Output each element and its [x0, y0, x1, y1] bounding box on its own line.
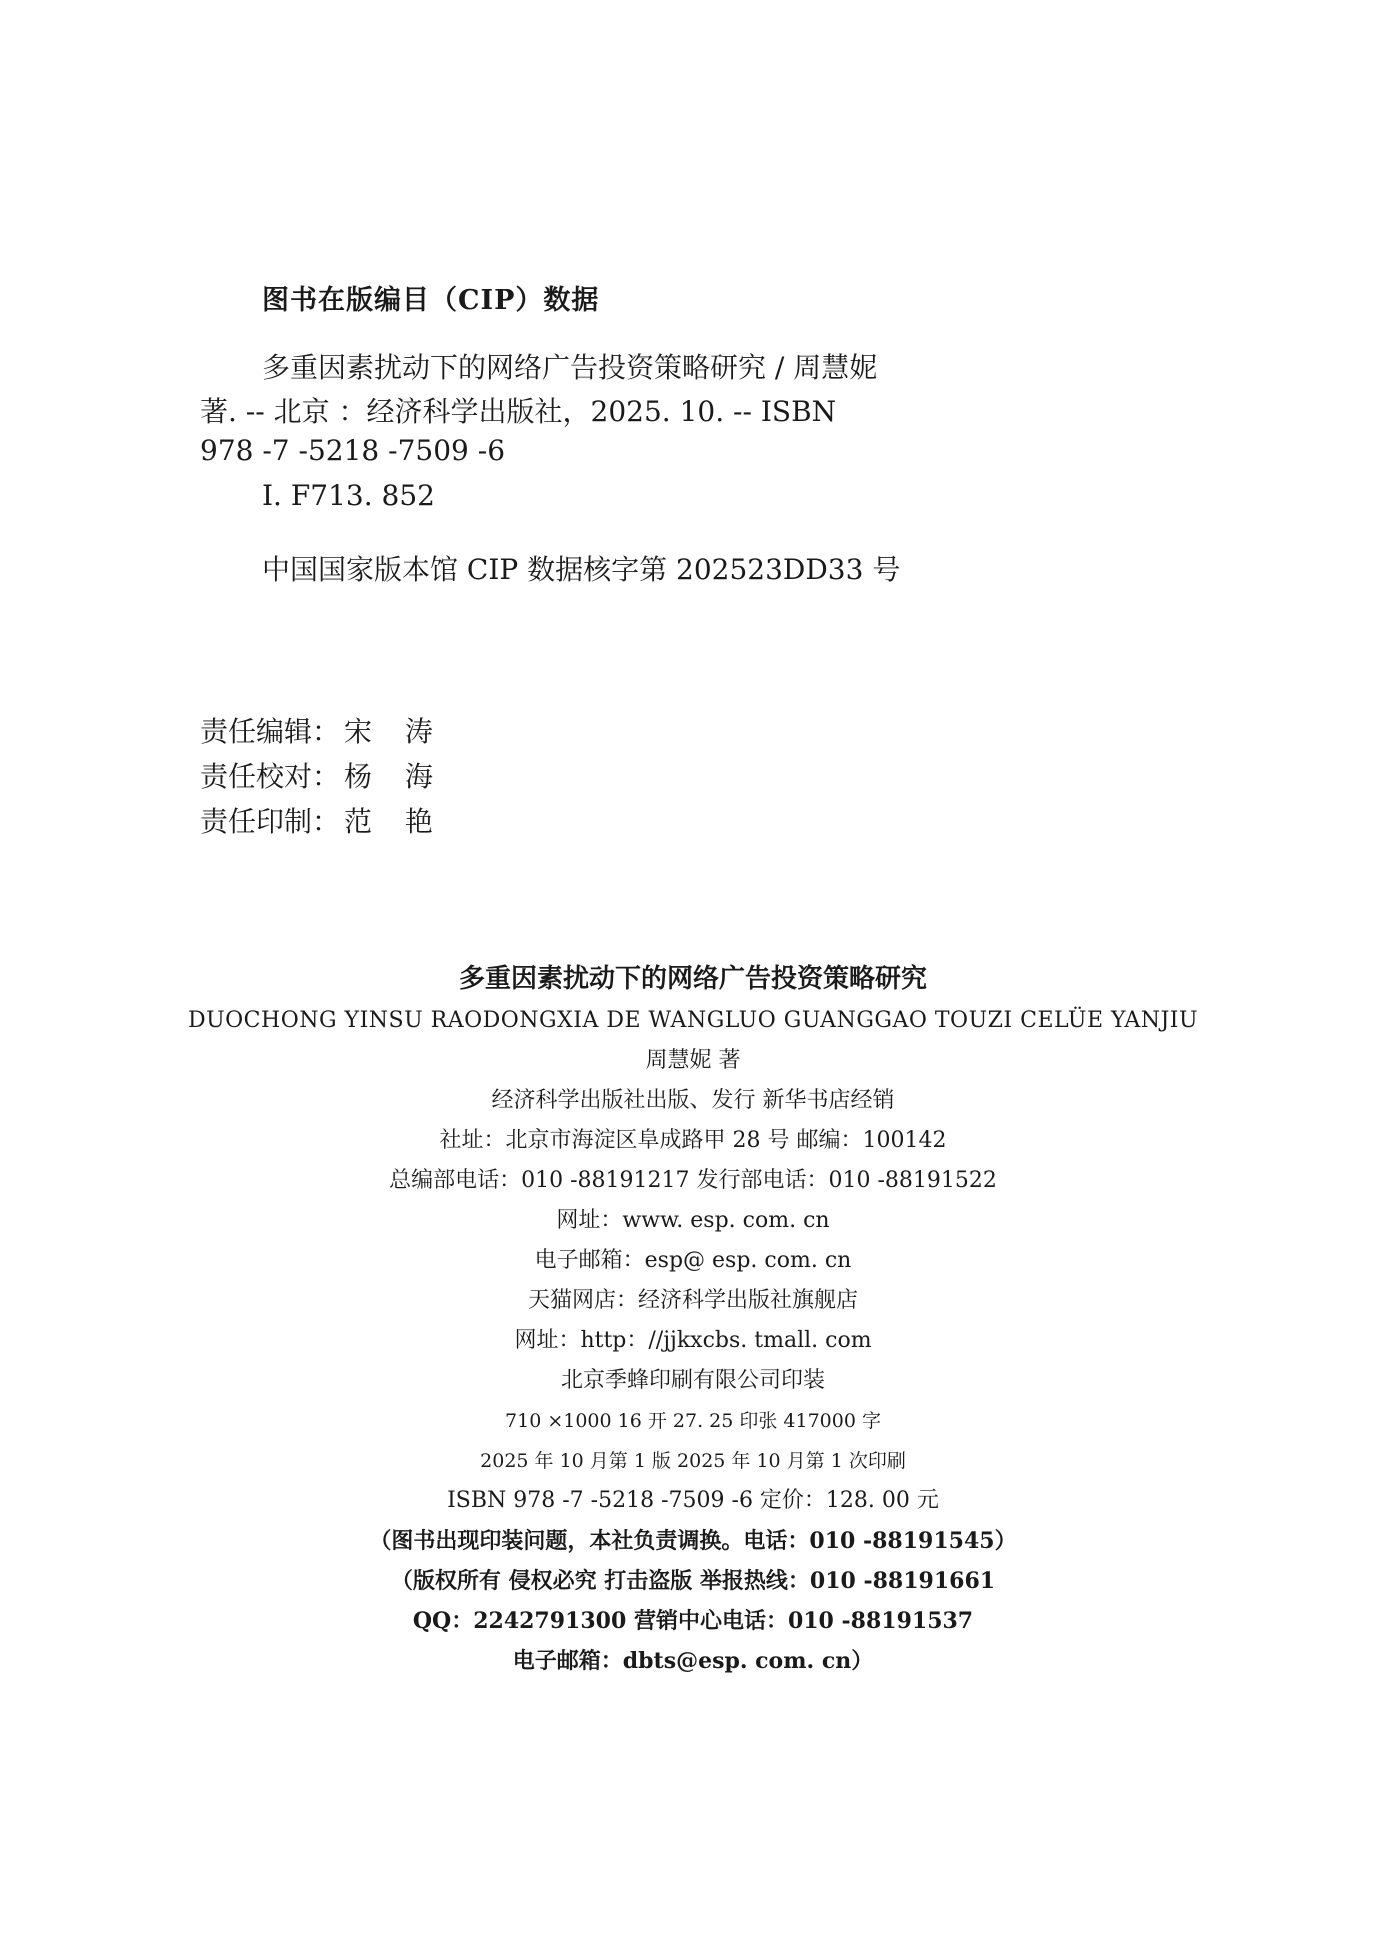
tmall-url-line: 网址：http：//jjkxcbs. tmall. com [514, 1328, 872, 1353]
editor-name: 宋 涛 [344, 715, 445, 748]
phones-line: 总编部电话：010 -88191217 发行部电话：010 -88191522 [389, 1168, 997, 1193]
website-line: 网址：www. esp. com. cn [556, 1208, 830, 1233]
cip-classification-line: Ⅰ. F713. 852 [262, 479, 435, 512]
complaint-email-note: 电子邮箱：dbts@esp. com. cn） [512, 1648, 874, 1674]
colophon [0, 958, 1386, 1681]
proofreader-name: 杨 海 [344, 760, 445, 793]
author-line: 周慧妮 著 [645, 1048, 741, 1073]
proofreader-role: 责任校对： [200, 760, 341, 793]
cip-record-number: 中国国家版本馆 CIP 数据核字第 202523DD33 号 [262, 553, 901, 586]
copyright-note: （版权所有 侵权必究 打击盗版 举报热线：010 -88191661 [390, 1568, 996, 1594]
edition-line: 2025 年 10 月第 1 版 2025 年 10 月第 1 次印刷 [480, 1450, 906, 1472]
print-manager-name: 范 艳 [344, 805, 445, 838]
cip-title-line: 多重因素扰动下的网络广告投资策略研究 / 周慧妮 [262, 351, 878, 384]
quality-note: （图书出现印装问题，本社负责调换。电话：010 -88191545） [369, 1528, 1017, 1554]
book-title-pinyin: DUOCHONG YINSU RAODONGXIA DE WANGLUO GUANGGAO TOUZI CELÜE YANJIU [187, 1008, 1199, 1033]
cip-isbn-line: 978 -7 -5218 -7509 -6 [200, 434, 506, 467]
email-line: 电子邮箱：esp@ esp. com. cn [534, 1248, 852, 1273]
tmall-store-line: 天猫网店：经济科学出版社旗舰店 [527, 1288, 858, 1313]
book-title: 多重因素扰动下的网络广告投资策略研究 [458, 964, 927, 994]
cip-publication-line: 著. -- 北京 ：经济科学出版社，2025. 10. -- ISBN [200, 395, 837, 428]
editor-row [200, 710, 445, 750]
printer-line: 北京季蜂印刷有限公司印装 [560, 1368, 825, 1393]
editor-role: 责任编辑： [200, 715, 341, 748]
contact-note: QQ：2242791300 营销中心电话：010 -88191537 [412, 1608, 974, 1634]
proofreader-row [200, 755, 445, 795]
format-line: 710 ×1000 16 开 27. 25 印张 417000 字 [505, 1410, 881, 1432]
isbn-price-line: ISBN 978 -7 -5218 -7509 -6 定价：128. 00 元 [447, 1488, 939, 1513]
cip-heading: 图书在版编目（CIP）数据 [262, 285, 600, 316]
print-manager-role: 责任印制： [200, 805, 341, 838]
address-line: 社址：北京市海淀区阜成路甲 28 号 邮编：100142 [439, 1128, 947, 1153]
print-manager-row [200, 800, 445, 840]
publisher-line: 经济科学出版社出版、发行 新华书店经销 [491, 1088, 895, 1113]
